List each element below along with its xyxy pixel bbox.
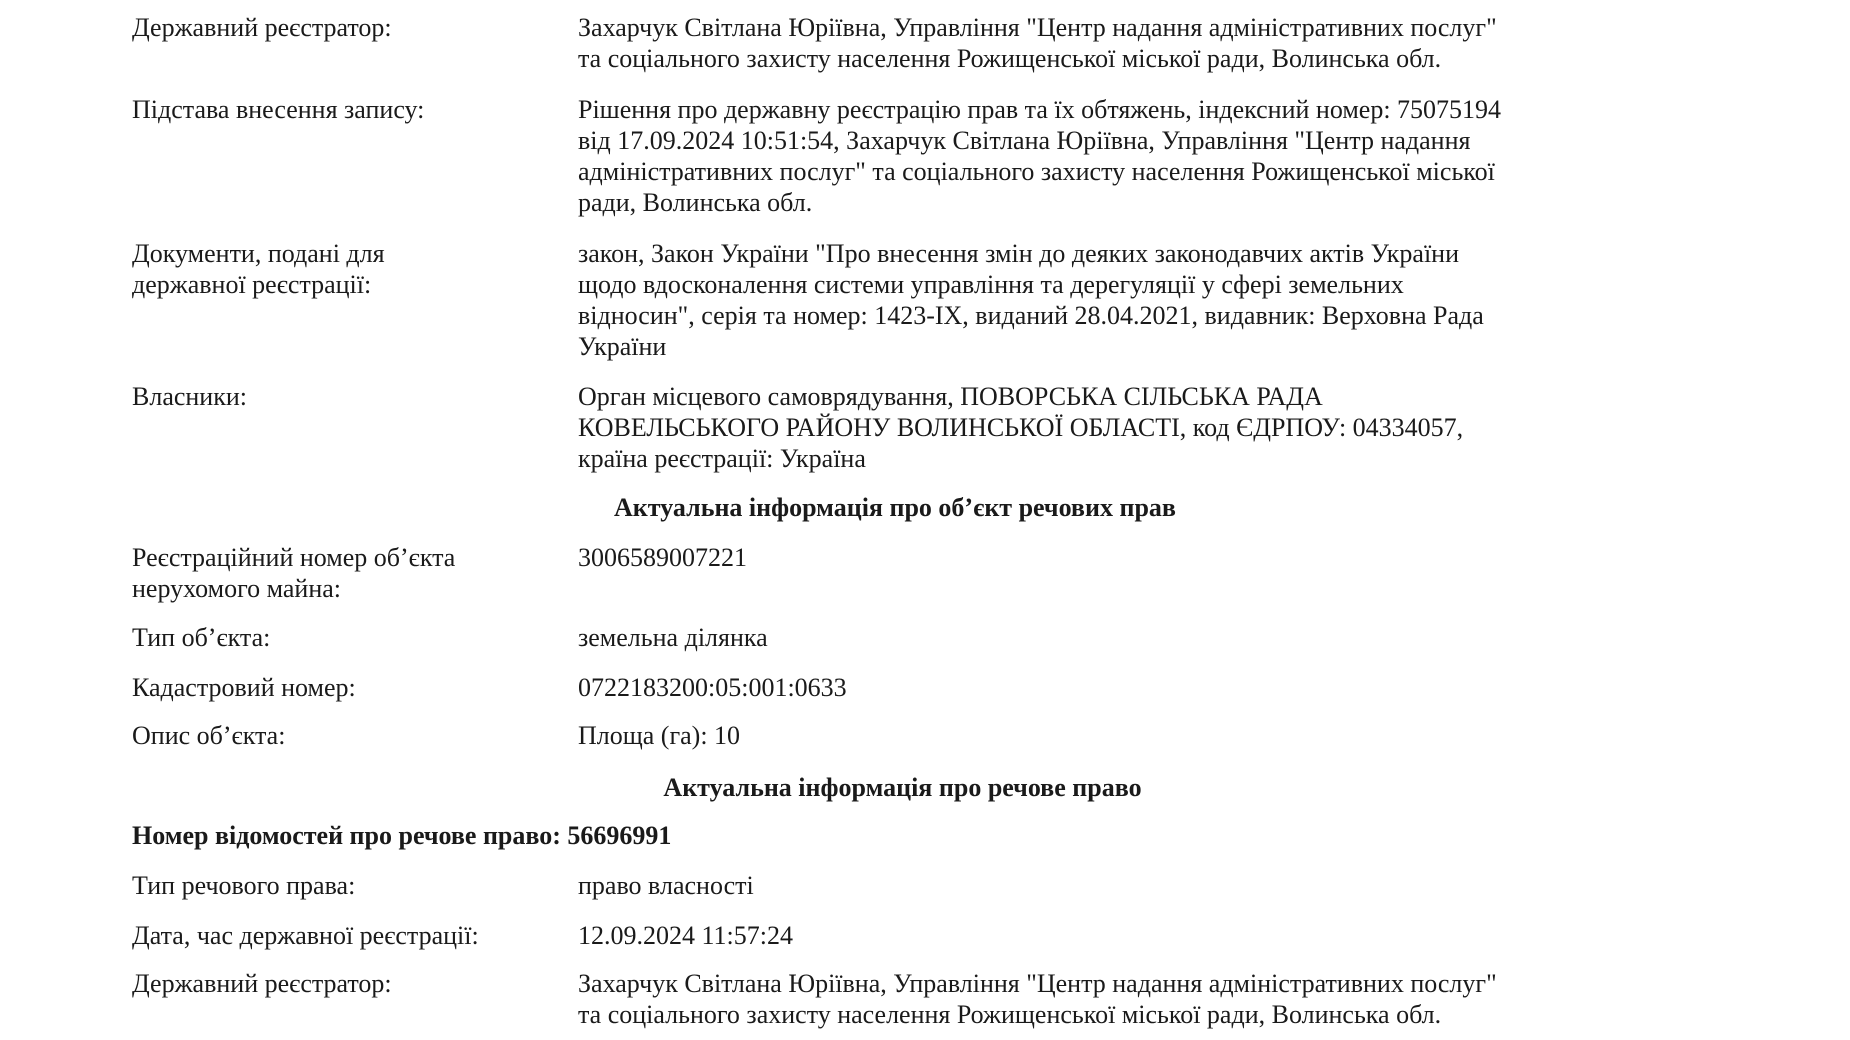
right-record-number: Номер відомостей про речове право: 56696991 — [132, 821, 672, 850]
field-value — [578, 720, 1658, 751]
value-line: КОВЕЛЬСЬКОГО РАЙОНУ ВОЛИНСЬКОЇ ОБЛАСТІ, код ЄДРПОУ: 04334057, — [578, 413, 1464, 442]
field-label — [132, 238, 562, 300]
value-line: та соціального захисту населення Рожищенської міської ради, Волинська обл. — [578, 1000, 1442, 1029]
label-line: Кадастровий номер: — [132, 673, 356, 702]
value-line: відносин", серія та номер: 1423-IX, виданий 28.04.2021, видавник: Верховна Рада — [578, 301, 1484, 330]
field-label — [132, 381, 562, 412]
field-label — [132, 968, 562, 999]
label-line: Дата, час державної реєстрації: — [132, 921, 479, 950]
label-line: Тип об’єкта: — [132, 623, 271, 652]
field-value — [578, 238, 1658, 362]
value-line: від 17.09.2024 10:51:54, Захарчук Світлана Юріївна, Управління "Центр надання — [578, 126, 1471, 155]
field-value — [578, 381, 1658, 474]
value-line: Площа (га): 10 — [578, 721, 741, 750]
value-line: та соціального захисту населення Рожищенської міської ради, Волинська обл. — [578, 44, 1442, 73]
field-value — [578, 12, 1658, 74]
section-heading-object: Актуальна інформація про об’єкт речових прав — [614, 493, 1176, 522]
field-label — [132, 542, 562, 604]
value-line: Захарчук Світлана Юріївна, Управління "Центр надання адміністративних послуг" — [578, 969, 1497, 998]
field-label — [132, 12, 562, 43]
field-value — [578, 542, 1658, 573]
field-label — [132, 720, 562, 751]
label-line: державної реєстрації: — [132, 270, 372, 299]
field-value — [578, 672, 1658, 703]
value-line: 0722183200:05:001:0633 — [578, 673, 847, 702]
label-line: Тип речового права: — [132, 871, 356, 900]
field-label — [132, 672, 562, 703]
label-line: Власники: — [132, 382, 247, 411]
field-label — [132, 870, 562, 901]
value-line: щодо вдосконалення системи управління та дерегуляції у сфері земельних — [578, 270, 1404, 299]
field-label — [132, 622, 562, 653]
value-line: закон, Закон України "Про внесення змін до деяких законодавчих актів України — [578, 239, 1459, 268]
value-line: Захарчук Світлана Юріївна, Управління "Центр надання адміністративних послуг" — [578, 13, 1497, 42]
field-label — [132, 94, 562, 125]
label-line: Реєстраційний номер об’єкта — [132, 543, 456, 572]
label-line: Державний реєстратор: — [132, 13, 392, 42]
field-value — [578, 920, 1658, 951]
label-line: Документи, подані для — [132, 239, 385, 268]
label-line: нерухомого майна: — [132, 574, 342, 603]
value-line: ради, Волинська обл. — [578, 188, 813, 217]
value-line: країна реєстрації: Україна — [578, 444, 866, 473]
field-label — [132, 920, 562, 951]
label-line: Підстава внесення запису: — [132, 95, 425, 124]
value-line: 3006589007221 — [578, 543, 747, 572]
section-heading-right: Актуальна інформація про речове право — [663, 773, 1142, 802]
field-value — [578, 622, 1658, 653]
label-line: Державний реєстратор: — [132, 969, 392, 998]
field-value — [578, 94, 1658, 218]
value-line: адміністративних послуг" та соціального захисту населення Рожищенської міської — [578, 157, 1495, 186]
value-line: Рішення про державну реєстрацію прав та їх обтяжень, індексний номер: 75075194 — [578, 95, 1502, 124]
value-line: 12.09.2024 11:57:24 — [578, 921, 793, 950]
field-value — [578, 870, 1658, 901]
field-value — [578, 968, 1658, 1030]
value-line: України — [578, 332, 667, 361]
label-line: Опис об’єкта: — [132, 721, 286, 750]
value-line: земельна ділянка — [578, 623, 768, 652]
value-line: право власності — [578, 871, 754, 900]
value-line: Орган місцевого самоврядування, ПОВОРСЬКА СІЛЬСЬКА РАДА — [578, 382, 1323, 411]
